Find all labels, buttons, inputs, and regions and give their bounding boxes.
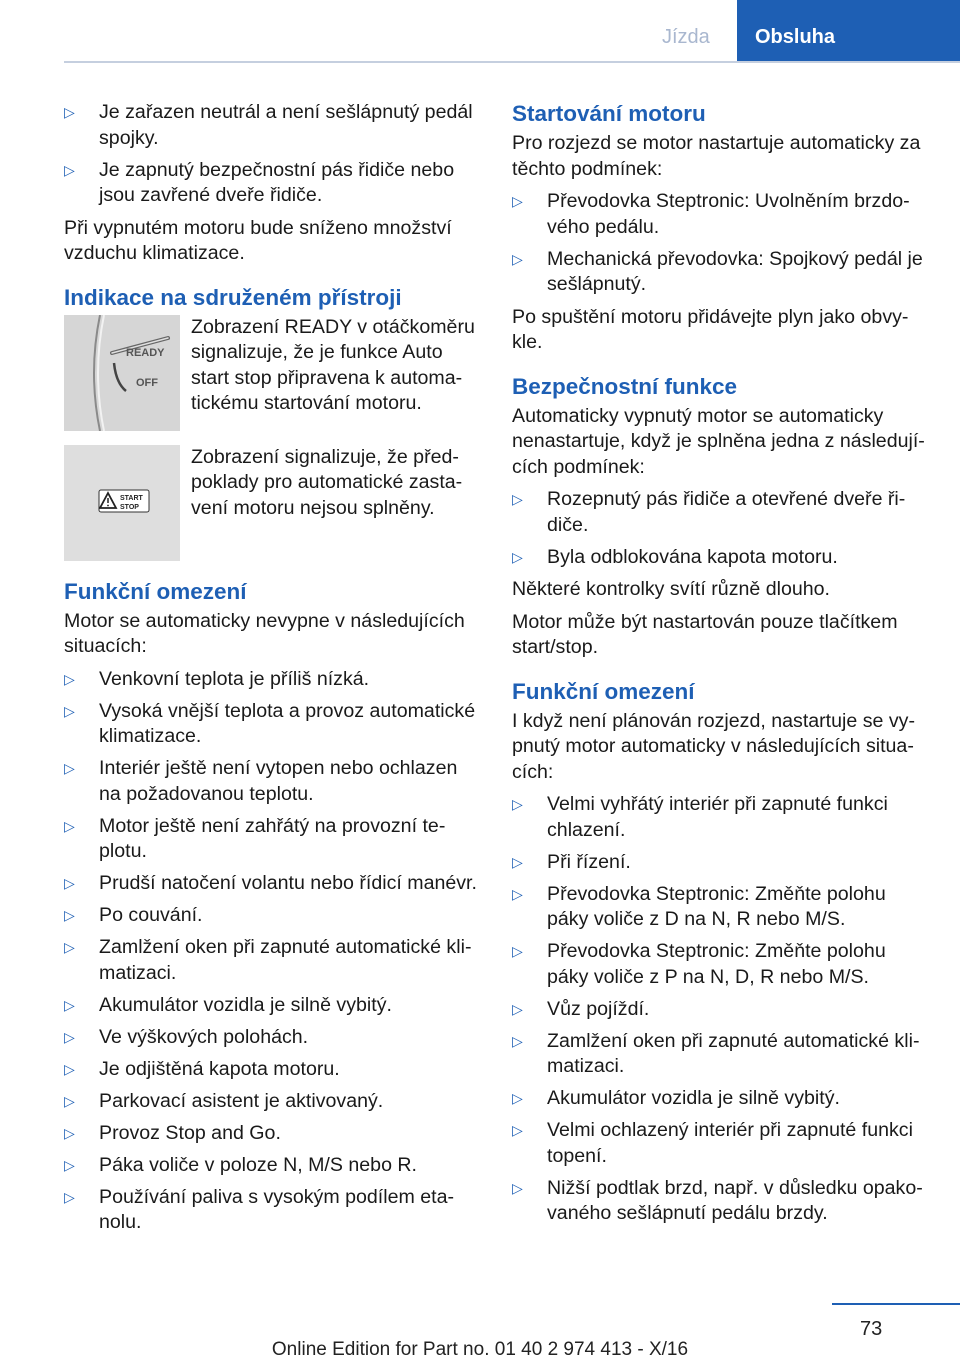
header-rule bbox=[64, 61, 960, 63]
autostart-warning-image bbox=[64, 445, 180, 561]
tachometer-ready-icon bbox=[64, 315, 180, 431]
list-item: ▷ Převodovka Steptronic: Změňte polohu páky voliče z D na N, R nebo M/S. bbox=[512, 882, 928, 933]
list-no-auto-stop bbox=[64, 667, 480, 1236]
list-item: ▷ Velmi vyhřátý interiér při zapnuté funkci chlazení. bbox=[512, 792, 928, 843]
list-item: ▷ Převodovka Steptronic: Změňte polohu páky voliče z P na N, D, R nebo M/S. bbox=[512, 939, 928, 990]
paragraph: Některé kontrolky svítí různě dlouho. bbox=[512, 578, 831, 600]
heading-indikace: Indikace na sdruženém přístroji bbox=[64, 284, 402, 310]
list-item: ▷ Je zapnutý bezpečnostní pás řidiče nebo jsou zavřené dveře řidiče. bbox=[64, 158, 480, 209]
list-item: ▷ Interiér ještě není vytopen nebo ochlazen na požadovanou teplotu. bbox=[64, 756, 480, 807]
list-item: ▷ Ve výškových polohách. bbox=[64, 1025, 480, 1051]
list-item: ▷ Nižší podtlak brzd, např. v důsledku opakovaného sešlápnutí pedálu brzdy. bbox=[512, 1176, 928, 1227]
list-item: ▷ Mechanická převodovka: Spojkový pedál je sešlápnutý. bbox=[512, 247, 928, 298]
list-item: ▷ Po couvání. bbox=[64, 903, 480, 929]
edition-footer: Online Edition for Part no. 01 40 2 974 413 - X/16 bbox=[271, 1339, 689, 1360]
heading-bezpecnostni-funkce: Bezpečnostní funkce bbox=[512, 373, 738, 399]
page-header bbox=[0, 0, 960, 62]
list-item: ▷ Páka voliče v poloze N, M/S nebo R. bbox=[64, 1153, 480, 1179]
list-item: ▷ Akumulátor vozidla je silně vybitý. bbox=[512, 1086, 928, 1112]
paragraph: Při vypnutém motoru bude sníženo množství vzduchu klimatizace. bbox=[64, 216, 452, 264]
figure-autostart-warning bbox=[64, 445, 480, 561]
stop-label: STOP bbox=[120, 503, 139, 511]
list-item: ▷ Je odjištěná kapota motoru. bbox=[64, 1057, 480, 1083]
left-column bbox=[64, 100, 480, 1243]
paragraph: Motor se automaticky nevypne v následujících situacích: bbox=[64, 609, 465, 657]
figure-warning-caption: Zobrazení signalizuje, že předpoklady pro automatické zastavení motoru nejsou splněny. bbox=[191, 445, 463, 519]
list-auto-restart bbox=[512, 792, 928, 1227]
tachometer-ready-image bbox=[64, 315, 180, 431]
list-item: ▷ Vůz pojíždí. bbox=[512, 997, 928, 1023]
list-item: ▷ Parkovací asistent je aktivovaný. bbox=[64, 1089, 480, 1115]
list-item: ▷ Používání paliva s vysokým podílem etanolu. bbox=[64, 1185, 480, 1236]
start-label: START bbox=[120, 494, 143, 502]
figure-ready bbox=[64, 315, 480, 431]
list-item: ▷ Provoz Stop and Go. bbox=[64, 1121, 480, 1147]
heading-funkcni-omezeni-2: Funkční omezení bbox=[512, 678, 695, 704]
list-item: ▷ Zamlžení oken při zapnuté automatické klimatizaci. bbox=[512, 1029, 928, 1080]
footer-rule bbox=[832, 1303, 960, 1305]
auto-start-stop-warning-icon bbox=[64, 445, 180, 561]
list-item: ▷ Akumulátor vozidla je silně vybitý. bbox=[64, 993, 480, 1019]
list-item: ▷ Byla odblokována kapota motoru. bbox=[512, 545, 928, 571]
paragraph: Motor může být nastartován pouze tlačítkem start/stop. bbox=[512, 610, 898, 658]
list-item: ▷ Prudší natočení volantu nebo řídicí manévr. bbox=[64, 871, 480, 897]
list-item: ▷ Vysoká vnější teplota a provoz automatické klimatizace. bbox=[64, 699, 480, 750]
list-item: ▷ Je zařazen neutrál a není sešlápnutý pedál spojky. bbox=[64, 100, 480, 151]
page-number: 73 bbox=[860, 1318, 883, 1340]
ready-label: READY bbox=[126, 346, 165, 359]
header-tab-obsluha[interactable]: Obsluha bbox=[737, 0, 960, 62]
list-item: ▷ Velmi ochlazený interiér při zapnuté funkci topení. bbox=[512, 1118, 928, 1169]
list-item: ▷ Zamlžení oken při zapnuté automatické klimatizaci. bbox=[64, 935, 480, 986]
heading-funkcni-omezeni: Funkční omezení bbox=[64, 578, 247, 604]
list-item: ▷ Při řízení. bbox=[512, 850, 928, 876]
off-label: OFF bbox=[136, 376, 158, 389]
list-engine-off-conditions bbox=[64, 100, 480, 209]
heading-startovani-motoru: Startování motoru bbox=[512, 101, 706, 126]
list-item: ▷ Motor ještě není zahřátý na provozní teplotu. bbox=[64, 814, 480, 865]
right-column bbox=[512, 100, 928, 1234]
list-item: ▷ Venkovní teplota je příliš nízká. bbox=[64, 667, 480, 693]
list-item: ▷ Převodovka Steptronic: Uvolněním brzdového pedálu. bbox=[512, 189, 928, 240]
figure-ready-caption: Zobrazení READY v otáčkoměru signalizuje, že je funkce Auto start stop připravena k automatickému startování motoru. bbox=[191, 315, 475, 414]
paragraph: Automaticky vypnutý motor se automaticky nenastartuje, když je splněna jedna z následujících podmínek: bbox=[512, 404, 925, 478]
paragraph: Pro rozjezd se motor nastartuje automaticky za těchto podmínek: bbox=[512, 132, 921, 180]
paragraph: Po spuštění motoru přidávejte plyn jako obvykle. bbox=[512, 305, 909, 353]
header-tab-jizda[interactable]: Jízda bbox=[662, 26, 710, 48]
list-item: ▷ Rozepnutý pás řidiče a otevřené dveře řidiče. bbox=[512, 487, 928, 538]
list-safety-conditions bbox=[512, 487, 928, 570]
list-start-conditions bbox=[512, 189, 928, 298]
paragraph: I když není plánován rozjezd, nastartuje se vypnutý motor automaticky v následujících situacích: bbox=[512, 709, 915, 783]
